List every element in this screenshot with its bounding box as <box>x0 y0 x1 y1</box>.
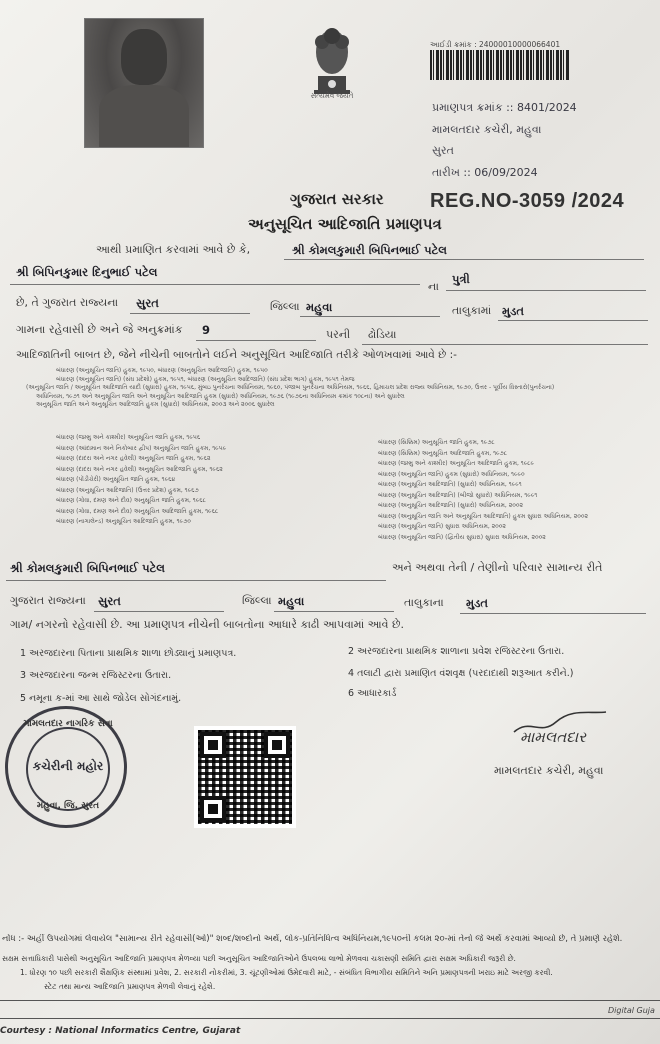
signature: મામલતદાર <box>520 728 586 746</box>
order-item: બંધારણ (અનુસૂચિત આદિજાતિ) (સુધારો) અધિનિયમ, ૨૦૦૨ <box>378 502 523 509</box>
order-item: બંધારણ (દાદરા અને નગર હવેલી) અનુસૂચિત જાતિ હુકમ, ૧૯૬૨ <box>56 455 211 462</box>
village-line: ગામ/ નગરનો રહેવાસી છે. આ પ્રમાણપત્ર નીચેની બાબતોના આધારે કાઢી આપવામાં આવે છે. <box>10 618 405 631</box>
issue-date: તારીખ :: 06/09/2024 <box>432 166 538 179</box>
tribe-name: ઢોડિયા <box>368 328 397 341</box>
jilla-label: જિલ્લા <box>270 300 300 313</box>
tribe-intro: આદિજાતિની બાબત છે, જેને નીચેની બાબતોને લઈને અનુસૂચિત આદિજાતિ તરીકે ઓળખવામાં આવે છે :- <box>16 349 457 361</box>
barcode <box>430 50 570 80</box>
regulation-item: બંધારણ (અનુસૂચિત જાતિ) હુકમ, ૧૯૫૦, બંધારણ (અનુસૂચિત આદિજાતિ) હુકમ, ૧૯૫૦ <box>56 367 268 374</box>
state-prefix: છે, તે ગુજરાત રાજ્યના <box>16 296 119 309</box>
taluka-value-2: મુડત <box>466 596 489 610</box>
seal-center-text: કચેરીની મહોર <box>32 759 104 773</box>
taluka-label-2: તાલુકાના <box>404 596 444 609</box>
regulation-item: અનુસૂચિત જાતિ અને અનુસૂચિત આદિજાતિ હુકમ (સુધારો) અધિનિયમ, ૨૦૦૩ અને ૨૦૦૬ સુધારેલ <box>36 401 275 408</box>
order-item: બંધારણ (જમ્મુ અને કાશ્મીર) અનુસૂચિત જાતિ હુકમ, ૧૯૫૬ <box>56 434 201 441</box>
document-item-5: 5 નમૂના ક-માં આ સાથે જોડેલ સોગંદનામું. <box>20 693 182 704</box>
order-item: બંધારણ (અનુસૂચિત આદિજાતિ) (બીજો સુધારો) અધિનિયમ, ૧૯૯૧ <box>378 491 538 499</box>
order-item: બંધારણ (અનુસૂચિત આદિજાતિ) (ઉત્તર પ્રદેશ) હુકમ, ૧૯૬૭ <box>56 486 199 494</box>
footer-note-3: 1. ધોરણ ૧૦ પછી સરકારી શૈક્ષણિક સંસ્થામાં પ્રવેશ, 2. સરકારી નોકરીમાં, 3. ચૂંટણીઓમાં ઉમેદવારી માટે, - સંબંધિત વિભાગીય સમિતિને અનિ પ્રમાણપત્રની ખરાઇ માટે અરજી કરવી. <box>20 968 553 977</box>
order-item: બંધારણ (ગોવા, દમણ અને દીવ) અનુસૂચિત જાતિ હુકમ, ૧૯૬૮ <box>56 497 206 504</box>
document-item-3: 3 અરજદારના જન્મ રજિસ્ટરના ઉતારા. <box>20 670 172 681</box>
certificate-number: પ્રમાણપત્ર ક્રમાંક :: 8401/2024 <box>432 101 577 114</box>
intro-text: આથી પ્રમાણિત કરવામાં આવે છે કે, <box>96 243 251 256</box>
footer-note-4: સ્ટેટ તથા માન્ય આદિજાતિ પ્રમાણપત્ર મેળવી લેવાનું રહેશે. <box>44 982 216 991</box>
village-prefix: ગામના રહેવાસી છે અને જે અનુક્રમાંક <box>16 323 183 336</box>
certificate-title: અનુસૂચિત આદિજાતિ પ્રમાણપત્ર <box>248 215 442 233</box>
applicant-photo <box>84 18 204 148</box>
taluka-label: તાલુકામાં <box>452 304 492 317</box>
courtesy-text: Courtesy : National Informatics Centre, Gujarat <box>0 1026 241 1036</box>
emblem-caption: સત્યમેવ જયતે <box>310 92 354 100</box>
order-item: બંધારણ (દાદરા અને નગર હવેલી) અનુસૂચિત આદિજાતિ હુકમ, ૧૯૬૨ <box>56 465 223 473</box>
order-item: બંધારણ (અનુસૂચિત જાતિ) સુધારા અધિનિયમ, ૨૦૦૨ <box>378 523 506 530</box>
regulation-item: અધિનિયમ, ૧૯૭૧ અને અનુસૂચિત જાતિ અને અનુસૂચિત આદિજાતિ હુકમ (સુધારો) અધિનિયમ, ૧૯૭૬ (૧૯૭૬ના અધિનિયમ ક્રમાંક ૧૦૮ના) અને સુધારેલ <box>36 392 405 400</box>
qr-code <box>194 726 296 828</box>
holder-name-repeat: શ્રી કોમલકુમારી બિપિનભાઈ પટેલ <box>10 561 165 575</box>
digital-gujarat-label: Digital Guja <box>608 1006 655 1015</box>
photo-head-shape <box>121 29 167 85</box>
footer-note-1: નોંધ :- અહીં ઉપયોગમાં લેવાયેલ "સામાન્ય રીતે રહેવાસી(ઓ)" શબ્દ/શબ્દોનો અર્થ, લોક-પ્રતિનિધિત્વ અધિનિયમ,૧૯૫૦ની કલમ ૨૦-માં તેનો જે અર્થ કરવામાં આવ્યો છે, તે પ્રમાણે રહેશે. <box>2 934 623 944</box>
family-text: અને અથવા તેની / તેણીનો પરિવાર સામાન્ય રીતે <box>392 561 603 574</box>
jilla-value-2: મહુવા <box>278 594 305 608</box>
state-prefix-2: ગુજરાત રાજ્યના <box>10 594 86 607</box>
state-district: સુરત <box>136 296 159 310</box>
footer-note-2: સક્ષમ સત્તાધિકારી પાસેથી અનુસૂચિત આદિજાતિ પ્રમાણપત્ર મેળવ્યા પછી અનુસૂચિત આદિજાતિઓને ઉપલબ્ધ લાભો મેળવવા ચકાસણી સમિતિ દ્વારા સક્ષમ અધિકારી જરૂરી છે. <box>2 954 516 963</box>
order-item: બંધારણ (અનુસૂચિત જાતિ અને અનુસૂચિત આદિજાતિ) હુકમ સુધારા અધિનિયમ, ૨૦૦૨ <box>378 512 588 520</box>
relation: પુત્રી <box>452 272 470 286</box>
office-seal <box>5 706 127 828</box>
reg-number: REG.NO-3059 /2024 <box>430 190 625 212</box>
issuing-office: મામલતદાર કચેરી, મહુવા <box>432 123 542 136</box>
order-item: બંધારણ (આંદામાન અને નિકોબાર દ્વીપ) અનુસૂચિત જાતિ હુકમ, ૧૯૫૯ <box>56 444 227 452</box>
regulations-list <box>26 367 656 410</box>
document-item-6: 6 આધારકાર્ડ <box>348 688 397 699</box>
jilla-label-2: જિલ્લા <box>242 594 272 607</box>
order-item: બંધારણ (નાગાલેન્ડ) અનુસૂચિત આદિજાતિ હુકમ, ૧૯૭૦ <box>56 518 191 525</box>
order-item: બંધારણ (જમ્મુ અને કાશ્મીર) અનુસૂચિત આદિજાતિ હુકમ, ૧૯૮૯ <box>378 460 535 467</box>
state-district-2: સુરત <box>98 594 121 608</box>
taluka-value: મુડત <box>502 304 525 318</box>
order-item: બંધારણ (અનુસૂચિત જાતિ) (દ્વિતીય સુધારા) સુધારા અધિનિયમ, ૨૦૦૨ <box>378 533 546 541</box>
barcode-number: આઈડી ક્રમાંક : 24000010000066401 <box>430 40 561 49</box>
order-item: બંધારણ (ગોવા, દમણ અને દીવ) અનુસૂચિત આદિજાતિ હુકમ, ૧૯૬૮ <box>56 507 219 515</box>
document-item-4: 4 તલાટી દ્વારા પ્રમાણિત વંશવૃક્ષ (પરદાદાથી શરૂઆત કરીને.) <box>348 668 574 679</box>
jilla-value: મહુવા <box>306 300 333 314</box>
document-item-2: 2 અરજદારના પ્રાથમિક શાળાના પ્રવેશ રજિસ્ટરના ઉતારા. <box>348 646 565 657</box>
orders-left <box>56 433 346 528</box>
serial-number: 9 <box>202 323 211 337</box>
regulation-item: (અનુસૂચિત જાતિ / અનુસૂચિત આદિજાતિ યાદી (સુધારા) હુકમ, ૧૯૫૬, મુંબઇ પુનર્રચના અધિનિયમ, ૧૯૬૦, પંજાબ પુનર્રચના અધિનિયમ, ૧૯૬૬, હિમાચલ પ્રદેશ રાજ્ય અધિનિયમ, ૧૯૭૦, ઉત્તર - પૂર્વીય વિસ્તારો(પુનર્રચના) <box>26 384 555 391</box>
holder-name: શ્રી કોમલકુમારી બિપિનભાઈ પટેલ <box>292 243 447 257</box>
father-name: શ્રી બિપિનકુમાર દિનુભાઈ પટેલ <box>16 265 158 279</box>
orders-right <box>378 438 658 543</box>
regulation-item: બંધારણ (અનુસૂચિત જાતિ) (સંઘ પ્રદેશો) હુકમ, ૧૯૫૧, બંધારણ (અનુસૂચિત આદિજાતિ) (સંઘ પ્રદેશ ભાગ) હુકમ, ૧૯૫૧ તેમજ <box>56 375 355 383</box>
order-item: બંધારણ (સિક્કિમ) અનુસૂચિત આદિજાતિ હુકમ, ૧૯૭૮ <box>378 449 508 457</box>
order-item: બંધારણ (અનુસૂચિત આદિજાતિ) (સુધારો) અધિનિયમ, ૧૯૯૧ <box>378 481 522 488</box>
pari-label: પરની <box>326 328 351 341</box>
seal-top-text: મામલતદાર નાગરિક સેવા <box>23 719 113 729</box>
na-label: ના <box>428 280 439 293</box>
photo-body-shape <box>99 85 189 147</box>
document-item-1: 1 અરજદારના પિતાના પ્રાથમિક શાળા છોડ્યાનું પ્રમાણપત્ર. <box>20 648 237 659</box>
order-item: બંધારણ (સિક્કિમ) અનુસૂચિત જાતિ હુકમ, ૧૯૭૮ <box>378 439 495 446</box>
order-item: બંધારણ (પોંડીચેરી) અનુસૂચિત જાતિ હુકમ, ૧૯૬૪ <box>56 476 176 483</box>
signatory-designation: મામલતદાર કચેરી, મહુવા <box>494 764 604 777</box>
govt-title: ગુજરાત સરકાર <box>290 190 384 208</box>
seal-bottom-text: મહુવા, જિ. સુરત <box>36 801 100 811</box>
issuing-district: સુરત <box>432 144 454 157</box>
order-item: બંધારણ (અનુસૂચિત જાતિ) હુકમ (સુધારો) અધિનિયમ, ૧૯૯૦ <box>378 470 525 478</box>
